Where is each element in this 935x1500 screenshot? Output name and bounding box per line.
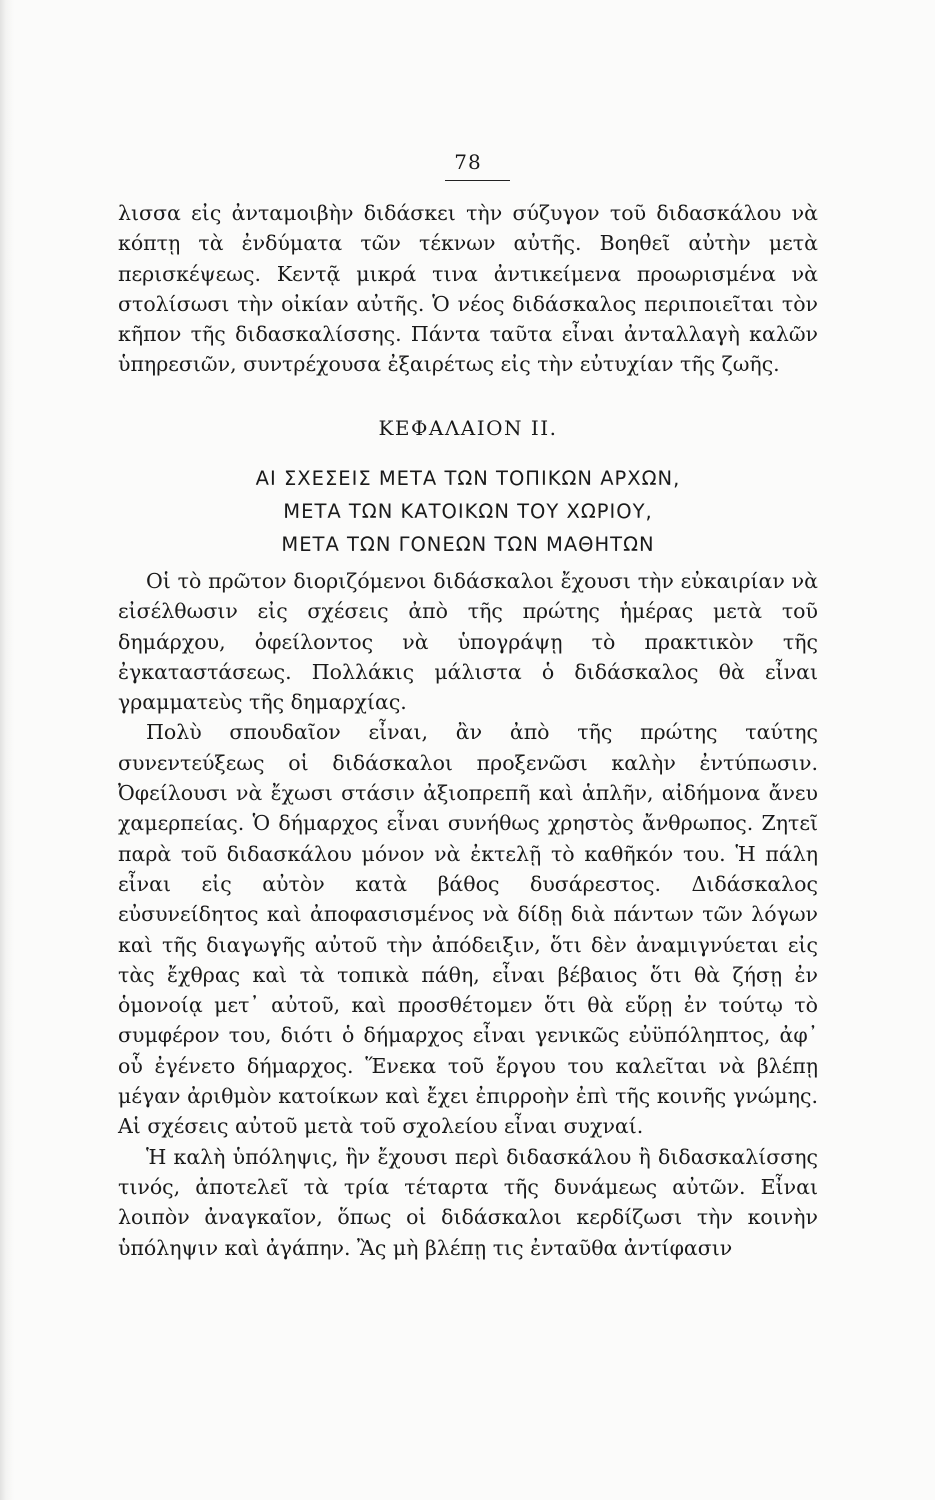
page-number: 78: [454, 150, 482, 174]
chapter-title-line: ΑΙ ΣΧΕΣΕΙΣ ΜΕΤΑ ΤΩΝ ΤΟΠΙΚΩΝ ΑΡΧΩΝ,: [255, 467, 681, 490]
chapter-label: ΚΕΦΑΛΑΙΟΝ ΙΙ.: [378, 416, 558, 440]
page-number-rule: [445, 180, 510, 181]
chapter-title-line: ΜΕΤΑ ΤΩΝ ΚΑΤΟΙΚΩΝ ΤΟΥ ΧΩΡΙΟΥ,: [283, 500, 653, 523]
body-paragraph: Οἱ τὸ πρῶτον διοριζόμενοι διδάσκαλοι ἔχουσι τὴν εὐκαιρίαν νὰ εἰσέλθωσιν εἰς σχέσεις ἀπὸ τῆς πρώτης ἡμέρας μετὰ τοῦ δημάρχου, ὀφείλοντος νὰ ὑπογράψῃ τὸ πρακτικὸν τῆς ἐγκαταστάσεως. Πολλάκις μάλιστα ὁ διδάσκαλος θὰ εἶναι γραμματεὺς τῆς δημαρχίας.: [118, 569, 818, 715]
body-paragraph: Πολὺ σπουδαῖον εἶναι, ἂν ἀπὸ τῆς πρώτης ταύτης συνεντεύξεως οἱ διδάσκαλοι προξενῶσι καλὴν ἐντύπωσιν. Ὀφείλουσι νὰ ἔχωσι στάσιν ἀξιοπρεπῆ καὶ ἁπλῆν, αἰδήμονα ἄνευ χαμερπείας. Ὁ δήμαρχος εἶναι συνήθως χρηστὸς ἄνθρωπος. Ζητεῖ παρὰ τοῦ διδασκάλου μόνον νὰ ἐκτελῇ τὸ καθῆκόν του. Ἡ πάλη εἶναι εἰς αὐτὸν κατὰ βάθος δυσάρεστος. Διδάσκαλος εὐσυνείδητος καὶ ἀποφασισμένος νὰ δίδῃ διὰ πάντων τῶν λόγων καὶ τῆς διαγωγῆς αὐτοῦ τὴν ἀπόδειξιν, ὅτι δὲν ἀναμιγνύεται εἰς τὰς ἔχθρας καὶ τὰ τοπικὰ πάθη, εἶναι βέβαιος ὅτι θὰ ζήσῃ ἐν ὁμονοίᾳ μετ᾽ αὐτοῦ, καὶ προσθέτομεν ὅτι θὰ εὕρῃ ἐν τούτῳ τὸ συμφέρον του, διότι ὁ δήμαρχος εἶναι γενικῶς εὐϋπόληπτος, ἀφ᾽ οὗ ἐγένετο δήμαρχος. Ἕνεκα τοῦ ἔργου του καλεῖται νὰ βλέπῃ μέγαν ἀριθμὸν κατοίκων καὶ ἔχει ἐπιρροὴν ἐπὶ τῆς κοινῆς γνώμης. Αἱ σχέσεις αὐτοῦ μετὰ τοῦ σχολείου εἶναι συχναί.: [118, 720, 818, 1139]
chapter-title: [118, 462, 818, 561]
chapter-title-line: ΜΕΤΑ ΤΩΝ ΓΟΝΕΩΝ ΤΩΝ ΜΑΘΗΤΩΝ: [281, 533, 655, 556]
continued-paragraph: λισσα εἰς ἀνταμοιβὴν διδάσκει τὴν σύζυγον τοῦ διδασκάλου νὰ κόπτῃ τὰ ἐνδύματα τῶν τέκνων αὐτῆς. Βοηθεῖ αὐτὴν μετὰ περισκέψεως. Κεντᾷ μικρά τινα ἀντικείμενα προωρισμένα νὰ στολίσωσι τὴν οἰκίαν αὐτῆς. Ὁ νέος διδάσκαλος περιποιεῖται τὸν κῆπον τῆς διδασκαλίσσης. Πάντα ταῦτα εἶναι ἀνταλλαγὴ καλῶν ὑπηρεσιῶν, συντρέχουσα ἐξαιρέτως εἰς τὴν εὐτυχίαν τῆς ζωῆς.: [118, 201, 818, 377]
chapter-body: [118, 566, 818, 1263]
continued-paragraph-block: [118, 198, 818, 380]
body-paragraph: Ἡ καλὴ ὑπόληψις, ἣν ἔχουσι περὶ διδασκάλου ἢ διδασκαλίσσης τινός, ἀποτελεῖ τὰ τρία τέταρτα τῆς δυνάμεως αὐτῶν. Εἶναι λοιπὸν ἀναγκαῖον, ὅπως οἱ διδάσκαλοι κερδίζωσι τὴν κοινὴν ὑπόληψιν καὶ ἀγάπην. Ἂς μὴ βλέπῃ τις ἐνταῦθα ἀντίφασιν: [118, 1144, 818, 1260]
